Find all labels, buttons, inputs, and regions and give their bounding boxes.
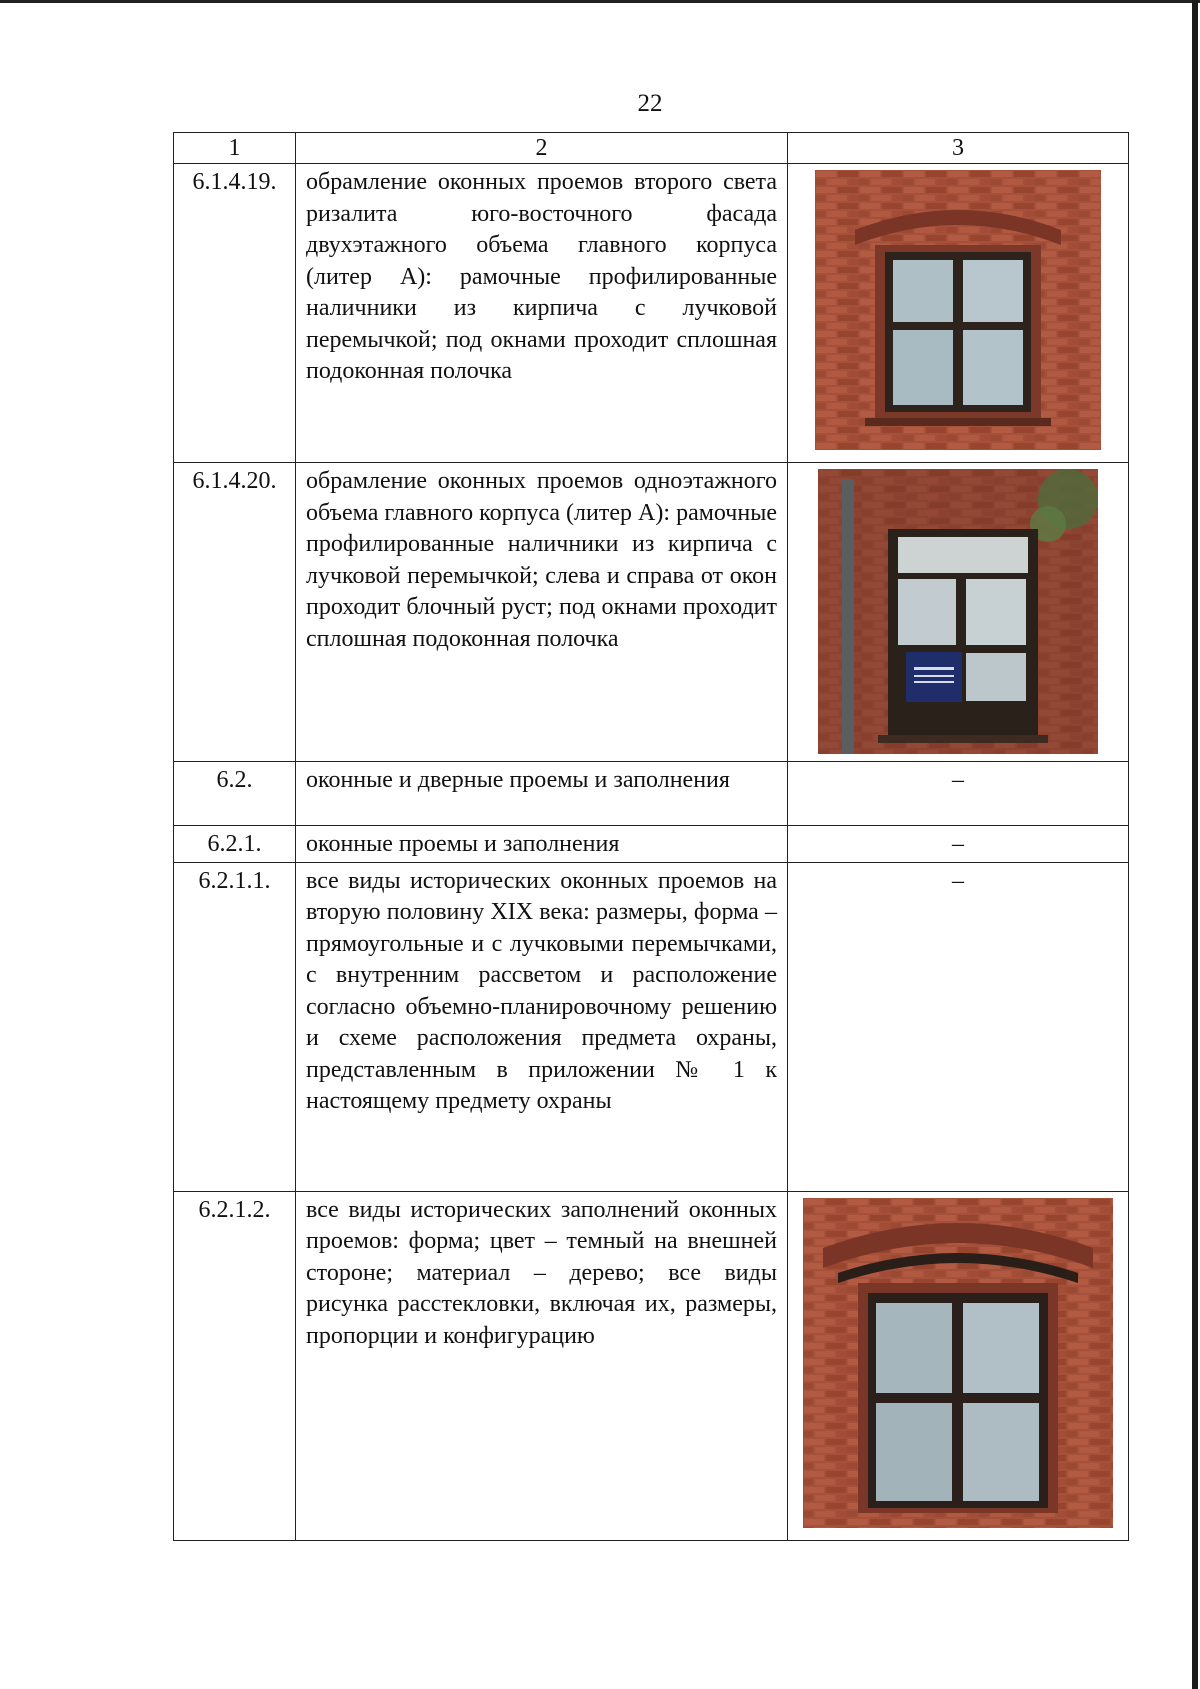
window-photo-single-storey xyxy=(818,469,1098,754)
table-header-row xyxy=(174,133,1129,164)
table-row xyxy=(174,463,1129,762)
row-column3-value: – xyxy=(788,826,1129,863)
row-description: оконные и дверные проемы и заполнения xyxy=(296,762,788,826)
table-row xyxy=(174,862,1129,1191)
row-number: 6.2.1.1. xyxy=(174,862,296,1191)
row-description: все виды исторических заполнений оконных проемов: форма; цвет – темный на внешней стороне; материал – дерево; все виды рисунка расстекловки, включая их, размеры, пропорции и конфигурацию xyxy=(296,1191,788,1540)
column-header-1: 1 xyxy=(174,133,296,164)
row-number: 6.2.1. xyxy=(174,826,296,863)
protection-subject-table xyxy=(173,132,1129,1541)
row-number: 6.1.4.19. xyxy=(174,164,296,463)
window-photo-fillings xyxy=(803,1198,1113,1528)
row-number: 6.2. xyxy=(174,762,296,826)
table-row xyxy=(174,762,1129,826)
photo-cell xyxy=(788,164,1129,463)
column-header-3: 3 xyxy=(788,133,1129,164)
column-header-2: 2 xyxy=(296,133,788,164)
row-description: обрамление оконных проемов одноэтажного объема главного корпуса (литер А): рамочные профилированные наличники из кирпича с лучковой перемычкой; слева и справа от окон проходит блочный руст; под окнами проходит сплошная подоконная полочка xyxy=(296,463,788,762)
scan-edge-top xyxy=(0,0,1200,3)
row-description: обрамление оконных проемов второго света ризалита юго-восточного фасада двухэтажного объема главного корпуса (литер А): рамочные профилированные наличники из кирпича с лучковой перемычкой; под окнами проходит сплошная подоконная полочка xyxy=(296,164,788,463)
table-row xyxy=(174,164,1129,463)
scan-edge-right xyxy=(1192,0,1198,1689)
photo-cell xyxy=(788,463,1129,762)
row-column3-value: – xyxy=(788,862,1129,1191)
row-number: 6.1.4.20. xyxy=(174,463,296,762)
table-row xyxy=(174,1191,1129,1540)
row-description: оконные проемы и заполнения xyxy=(296,826,788,863)
page-number: 22 xyxy=(637,90,663,117)
row-column3-value: – xyxy=(788,762,1129,826)
row-description: все виды исторических оконных проемов на вторую половину XIX века: размеры, форма – прямоугольные и с лучковыми перемычками, с внутренним рассветом и расположение согласно объемно-планировочному решению и схеме расположения предмета охраны, представленным в приложении № 1 к настоящему предмету охраны xyxy=(296,862,788,1191)
window-photo-second-light xyxy=(815,170,1101,450)
row-number: 6.2.1.2. xyxy=(174,1191,296,1540)
photo-cell xyxy=(788,1191,1129,1540)
table-row xyxy=(174,826,1129,863)
